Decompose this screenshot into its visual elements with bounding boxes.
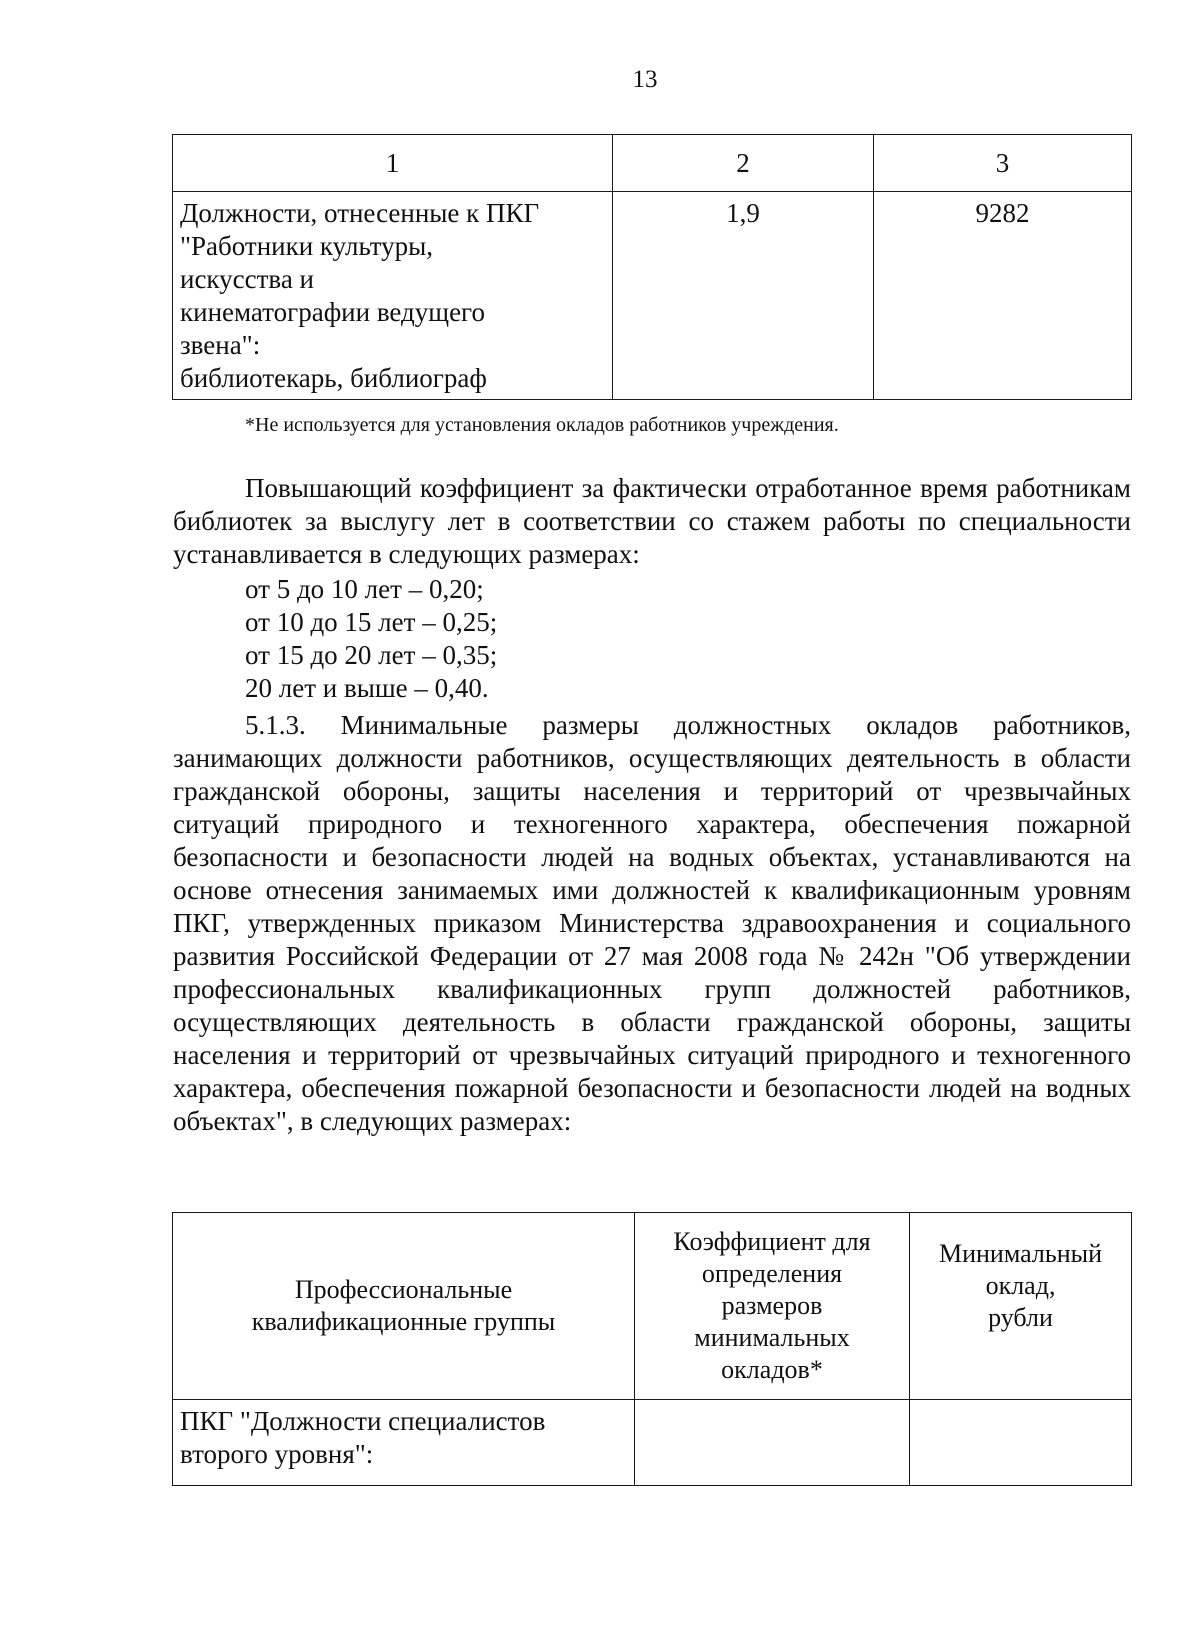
header-line: Коэффициент для xyxy=(673,1227,871,1256)
list-item: 20 лет и выше – 0,40. xyxy=(245,673,489,703)
table-row xyxy=(173,192,1132,400)
salary-cell: 9282 xyxy=(874,192,1132,400)
header-line: минимальных xyxy=(694,1323,850,1352)
column-number-2: 2 xyxy=(613,135,874,192)
coefficient-cell: 1,9 xyxy=(613,192,874,400)
position-group-line: искусства и xyxy=(180,264,315,294)
position-group-line: звена": xyxy=(180,330,261,360)
position-group-cell xyxy=(173,192,613,400)
header-line: Минимальный xyxy=(938,1239,1103,1268)
header-line: рубли xyxy=(988,1303,1053,1332)
page-number: 13 xyxy=(632,66,658,93)
column-number-3: 3 xyxy=(874,135,1132,192)
list-item: от 5 до 10 лет – 0,20; xyxy=(245,574,484,604)
salary-table-culture xyxy=(172,134,1132,400)
header-line: определения xyxy=(701,1259,843,1288)
seniority-list xyxy=(245,573,497,705)
header-line: Профессиональные xyxy=(294,1275,513,1304)
header-line: окладов* xyxy=(721,1355,823,1384)
table-row xyxy=(173,1400,1132,1486)
salary-table-civil-defense xyxy=(172,1212,1132,1486)
seniority-coefficient-paragraph: Повышающий коэффициент за фактически отработанное время работникам библиотек за выслугу лет в соответствии со стажем работы по специальности устанавливается в следующих размерах: xyxy=(173,473,1131,569)
table-header-row xyxy=(173,1213,1132,1400)
column-number-1: 1 xyxy=(173,135,613,192)
position-group-line: второго уровня": xyxy=(180,1439,374,1469)
table-footnote: *Не используется для установления окладов работников учреждения. xyxy=(245,414,839,436)
header-line: квалификационные группы xyxy=(251,1307,556,1336)
header-line: оклад, xyxy=(985,1271,1056,1300)
position-group-line: кинематографии ведущего xyxy=(180,297,485,327)
position-group-line: "Работники культуры, xyxy=(180,231,434,261)
position-group-cell xyxy=(173,1400,635,1486)
list-item: от 15 до 20 лет – 0,35; xyxy=(245,640,498,670)
position-group-line: библиотекарь, библиограф xyxy=(180,363,487,393)
list-item: от 10 до 15 лет – 0,25; xyxy=(245,607,498,637)
table-header-row xyxy=(173,135,1132,192)
salary-cell xyxy=(910,1400,1132,1486)
header-minimum-salary xyxy=(910,1213,1132,1400)
header-line: размеров xyxy=(721,1291,823,1320)
position-group-line: Должности, отнесенные к ПКГ xyxy=(180,198,540,228)
section-5-1-3-paragraph: 5.1.3. Минимальные размеры должностных окладов работников, занимающих должности работников, осуществляющих деятельность в области гражданской обороны, защиты населения и территорий от чрезвычайных ситуаций природного и техногенного характера, обеспечения пожарной безопасности и безопасности людей на водных объектах, устанавливаются на основе отнесения занимаемых ими должностей к квалификационным уровням ПКГ, утвержденных приказом Министерства здравоохранения и социального развития Российской Федерации от 27 мая 2008 года № 242н "Об утверждении профессиональных квалификационных групп должностей работников, осуществляющих деятельность в области гражданской обороны, защиты населения и территорий от чрезвычайных ситуаций природного и техногенного характера, обеспечения пожарной безопасности и безопасности людей на водных объектах", в следующих размерах: xyxy=(173,710,1131,1136)
header-professional-groups xyxy=(173,1213,635,1400)
header-coefficient xyxy=(635,1213,910,1400)
position-group-line: ПКГ "Должности специалистов xyxy=(180,1406,546,1436)
coefficient-cell xyxy=(635,1400,910,1486)
